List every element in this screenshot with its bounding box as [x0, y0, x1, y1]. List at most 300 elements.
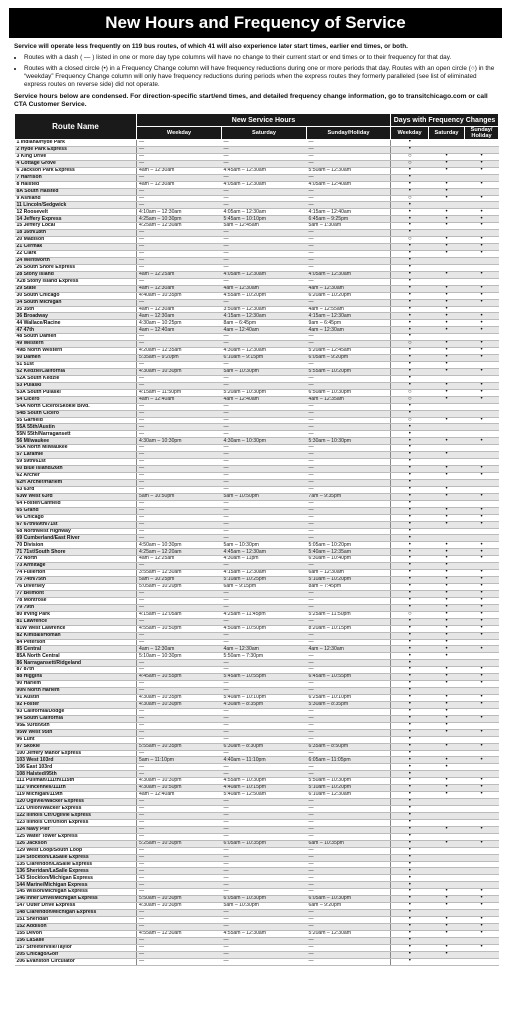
freq-weekday: • [391, 771, 429, 778]
weekday-hours: — [137, 667, 222, 674]
freq-weekday: • [391, 688, 429, 695]
sunday-hours: — [307, 917, 391, 924]
route-name: 26 South Shore Express [15, 264, 137, 271]
freq-sunday [465, 459, 499, 466]
freq-saturday [429, 937, 465, 944]
route-name: 8A South Halsted [15, 188, 137, 195]
route-name: 2 Hyde Park Express [15, 146, 137, 153]
saturday-hours: 6:10am – 9:15pm [222, 355, 307, 362]
freq-sunday [465, 806, 499, 813]
table-row [15, 889, 499, 896]
saturday-hours: — [222, 604, 307, 611]
weekday-hours: 4:25am – 12:30am [137, 223, 222, 230]
freq-saturday: • [429, 417, 465, 424]
freq-weekday: • [391, 528, 429, 535]
freq-sunday: • [465, 181, 499, 188]
freq-sunday: • [465, 542, 499, 549]
freq-saturday: • [429, 521, 465, 528]
freq-saturday: • [429, 840, 465, 847]
saturday-hours: — [222, 764, 307, 771]
freq-weekday: • [391, 812, 429, 819]
weekday-hours: — [137, 299, 222, 306]
sunday-hours: 4:15am – 12:40am [307, 209, 391, 216]
freq-weekday: • [391, 701, 429, 708]
saturday-hours: 4:55am – 10:30pm [222, 778, 307, 785]
freq-weekday: • [391, 778, 429, 785]
table-row [15, 882, 499, 889]
saturday-hours: 4:15am – 12:30am [222, 313, 307, 320]
freq-sunday: • [465, 785, 499, 792]
sunday-hours: — [307, 861, 391, 868]
freq-weekday: • [391, 285, 429, 292]
freq-saturday: • [429, 188, 465, 195]
weekday-hours: 4:20am – 12:35am [137, 348, 222, 355]
sunday-hours: — [307, 486, 391, 493]
weekday-hours: — [137, 521, 222, 528]
sunday-hours: — [307, 604, 391, 611]
saturday-hours: — [222, 944, 307, 951]
table-row [15, 646, 499, 653]
sunday-hours: 6:05am – 11:05pm [307, 757, 391, 764]
sunday-hours: — [307, 833, 391, 840]
weekday-hours: — [137, 230, 222, 237]
table-row [15, 577, 499, 584]
freq-sunday: • [465, 757, 499, 764]
weekday-hours: — [137, 473, 222, 480]
weekday-hours: — [137, 507, 222, 514]
freq-saturday: • [429, 715, 465, 722]
table-row [15, 708, 499, 715]
weekday-hours: 5:55am – 10:35pm [137, 743, 222, 750]
table-row [15, 514, 499, 521]
weekday-hours: 4:40am – 10:35pm [137, 292, 222, 299]
freq-weekday: • [391, 910, 429, 917]
sunday-hours: 6:05am – 9:20pm [307, 355, 391, 362]
freq-sunday: • [465, 584, 499, 591]
header-route-name: Route Name [15, 114, 137, 140]
freq-saturday: • [429, 743, 465, 750]
saturday-hours: 5:45am – 10:55pm [222, 674, 307, 681]
saturday-hours: — [222, 507, 307, 514]
sunday-hours: — [307, 445, 391, 452]
freq-saturday: • [429, 209, 465, 216]
table-row [15, 681, 499, 688]
freq-saturday: • [429, 708, 465, 715]
freq-weekday: • [391, 854, 429, 861]
table-row [15, 618, 499, 625]
saturday-hours: — [222, 806, 307, 813]
sunday-hours: — [307, 854, 391, 861]
saturday-hours: 4:15am – 12:30am [222, 570, 307, 577]
freq-sunday: • [465, 466, 499, 473]
saturday-hours: 6am – 9:15pm [222, 584, 307, 591]
freq-weekday: • [391, 750, 429, 757]
freq-weekday: • [391, 223, 429, 230]
table-row [15, 563, 499, 570]
table-row [15, 396, 499, 403]
route-name: 156 LaSalle [15, 937, 137, 944]
table-row [15, 257, 499, 264]
saturday-hours: 8am – 6:45pm [222, 320, 307, 327]
route-name: 134 Stockton/LaSalle Express [15, 854, 137, 861]
freq-sunday [465, 431, 499, 438]
freq-sunday: • [465, 417, 499, 424]
sunday-hours: — [307, 466, 391, 473]
sunday-hours: 9am – 6:45pm [307, 320, 391, 327]
saturday-hours: — [222, 445, 307, 452]
freq-sunday: • [465, 313, 499, 320]
freq-sunday: • [465, 674, 499, 681]
sunday-hours: — [307, 563, 391, 570]
sunday-hours: 7am – 9:35pm [307, 493, 391, 500]
table-row [15, 209, 499, 216]
saturday-hours: — [222, 382, 307, 389]
sunday-hours: 4am – 12:30am [307, 327, 391, 334]
weekday-hours: — [137, 937, 222, 944]
table-row [15, 285, 499, 292]
route-name: 205 Chicago/Golf [15, 951, 137, 958]
route-name: 106 East 103rd [15, 764, 137, 771]
freq-weekday: • [391, 785, 429, 792]
sunday-hours: — [307, 750, 391, 757]
freq-sunday: • [465, 632, 499, 639]
saturday-hours: — [222, 597, 307, 604]
freq-weekday: • [391, 722, 429, 729]
sunday-hours: — [307, 278, 391, 285]
sunday-hours: 5:05am – 10:20pm [307, 542, 391, 549]
freq-saturday: • [429, 826, 465, 833]
saturday-hours: — [222, 750, 307, 757]
freq-weekday: • [391, 764, 429, 771]
table-row [15, 590, 499, 597]
route-name: 21 Cermak [15, 244, 137, 251]
table-row [15, 181, 499, 188]
saturday-hours: — [222, 473, 307, 480]
table-row [15, 660, 499, 667]
freq-saturday: • [429, 271, 465, 278]
sunday-hours: — [307, 514, 391, 521]
sunday-hours: 6:05am – 10:30pm [307, 896, 391, 903]
table-row [15, 486, 499, 493]
sunday-hours: — [307, 375, 391, 382]
freq-saturday: • [429, 438, 465, 445]
freq-saturday: • [429, 611, 465, 618]
freq-weekday: ○ [391, 389, 429, 396]
route-name: 28 Stony Island [15, 271, 137, 278]
freq-sunday [465, 875, 499, 882]
sunday-hours: — [307, 799, 391, 806]
freq-saturday [429, 431, 465, 438]
freq-weekday: • [391, 743, 429, 750]
freq-saturday [429, 771, 465, 778]
freq-saturday [429, 230, 465, 237]
table-row [15, 535, 499, 542]
freq-saturday: • [429, 452, 465, 459]
freq-weekday: • [391, 209, 429, 216]
table-row [15, 923, 499, 930]
route-name: 124 Navy Pier [15, 826, 137, 833]
weekday-hours: — [137, 237, 222, 244]
route-name: 11 Lincoln/Sedgwick [15, 202, 137, 209]
sunday-hours: — [307, 417, 391, 424]
freq-weekday: • [391, 826, 429, 833]
freq-saturday: • [429, 299, 465, 306]
sunday-hours: — [307, 153, 391, 160]
weekday-hours: 4am – 12:30am [137, 313, 222, 320]
freq-sunday: • [465, 285, 499, 292]
table-row [15, 479, 499, 486]
table-row [15, 251, 499, 258]
table-row [15, 896, 499, 903]
freq-weekday: • [391, 903, 429, 910]
route-name: 56 Milwaukee [15, 438, 137, 445]
saturday-hours: — [222, 264, 307, 271]
table-row [15, 348, 499, 355]
freq-weekday: • [391, 944, 429, 951]
table-row [15, 195, 499, 202]
weekday-hours: — [137, 604, 222, 611]
route-name: 50 Damen [15, 355, 137, 362]
freq-saturday: • [429, 514, 465, 521]
saturday-hours: — [222, 202, 307, 209]
sunday-hours: — [307, 257, 391, 264]
route-name: 84 Peterson [15, 639, 137, 646]
freq-sunday: • [465, 577, 499, 584]
saturday-hours: — [222, 875, 307, 882]
route-name: 80 Irving Park [15, 611, 137, 618]
freq-sunday [465, 653, 499, 660]
saturday-hours: — [222, 910, 307, 917]
freq-sunday: • [465, 320, 499, 327]
freq-sunday [465, 819, 499, 826]
route-name: 120 Ogilvie/Wacker Express [15, 799, 137, 806]
freq-saturday [429, 146, 465, 153]
weekday-hours: — [137, 563, 222, 570]
freq-sunday: • [465, 216, 499, 223]
route-name: 55N 55th/Narragansett [15, 431, 137, 438]
route-name: 57 Laramie [15, 452, 137, 459]
sunday-hours: — [307, 667, 391, 674]
freq-saturday [429, 847, 465, 854]
sunday-hours: — [307, 299, 391, 306]
freq-saturday: • [429, 396, 465, 403]
freq-sunday [465, 937, 499, 944]
freq-sunday: • [465, 556, 499, 563]
sunday-hours: — [307, 334, 391, 341]
sunday-hours: — [307, 146, 391, 153]
saturday-hours: 6:30am – 8:30pm [222, 743, 307, 750]
sunday-hours: 6:45am – 9:25pm [307, 216, 391, 223]
freq-weekday: • [391, 278, 429, 285]
sunday-hours: — [307, 806, 391, 813]
saturday-hours: — [222, 431, 307, 438]
freq-sunday [465, 188, 499, 195]
freq-saturday [429, 140, 465, 147]
weekday-hours: — [137, 486, 222, 493]
table-row [15, 806, 499, 813]
route-name: 123 Illinois Ctr/Union Express [15, 819, 137, 826]
saturday-hours: — [222, 681, 307, 688]
route-name: 97 Skokie [15, 743, 137, 750]
freq-saturday: • [429, 597, 465, 604]
saturday-hours: — [222, 660, 307, 667]
freq-saturday: • [429, 473, 465, 480]
route-name: 91 Austin [15, 695, 137, 702]
route-name: 49 Western [15, 341, 137, 348]
saturday-hours: — [222, 500, 307, 507]
route-name: 90N North Harlem [15, 688, 137, 695]
route-name: 95W West 95th [15, 729, 137, 736]
weekday-hours: — [137, 681, 222, 688]
saturday-hours: 4:40am – 10:15pm [222, 785, 307, 792]
route-name: 54B South Cicero [15, 410, 137, 417]
sunday-hours: 6:30am – 10:40pm [307, 556, 391, 563]
saturday-hours: — [222, 715, 307, 722]
freq-weekday: • [391, 167, 429, 174]
sunday-hours: — [307, 812, 391, 819]
freq-saturday: • [429, 590, 465, 597]
table-row [15, 861, 499, 868]
weekday-hours: — [137, 917, 222, 924]
route-name: 8 Halsted [15, 181, 137, 188]
table-row [15, 500, 499, 507]
saturday-hours: — [222, 410, 307, 417]
freq-saturday: • [429, 389, 465, 396]
freq-saturday: • [429, 556, 465, 563]
freq-saturday [429, 334, 465, 341]
freq-weekday: • [391, 847, 429, 854]
freq-saturday: • [429, 486, 465, 493]
route-name: 135 Clarendon/LaSalle Express [15, 861, 137, 868]
weekday-hours: — [137, 514, 222, 521]
freq-saturday: • [429, 466, 465, 473]
weekday-hours: — [137, 958, 222, 965]
route-name: 95E 93rd/95th [15, 722, 137, 729]
table-row [15, 840, 499, 847]
freq-weekday: • [391, 410, 429, 417]
table-row [15, 653, 499, 660]
freq-saturday: • [429, 355, 465, 362]
freq-sunday: • [465, 299, 499, 306]
freq-saturday: • [429, 167, 465, 174]
freq-sunday [465, 812, 499, 819]
freq-sunday: • [465, 590, 499, 597]
freq-sunday [465, 708, 499, 715]
saturday-hours: — [222, 362, 307, 369]
route-name: 64 Foster/Canfield [15, 500, 137, 507]
route-name: 55A 55th/Austin [15, 424, 137, 431]
saturday-hours: — [222, 375, 307, 382]
table-row [15, 597, 499, 604]
sunday-hours: — [307, 937, 391, 944]
freq-sunday: • [465, 681, 499, 688]
table-row [15, 153, 499, 160]
saturday-hours: — [222, 257, 307, 264]
sunday-hours: — [307, 382, 391, 389]
freq-saturday: • [429, 216, 465, 223]
weekday-hours: — [137, 160, 222, 167]
saturday-hours: 4:30am – 8:35pm [222, 701, 307, 708]
route-name: 81 Lawrence [15, 618, 137, 625]
freq-saturday: • [429, 570, 465, 577]
freq-saturday: • [429, 313, 465, 320]
weekday-hours: — [137, 771, 222, 778]
freq-sunday: • [465, 341, 499, 348]
saturday-hours: 4:05am – 12:30am [222, 181, 307, 188]
saturday-hours: — [222, 833, 307, 840]
freq-sunday [465, 140, 499, 147]
freq-weekday: • [391, 181, 429, 188]
sunday-hours: 5:10am – 10:20pm [307, 577, 391, 584]
freq-sunday [465, 750, 499, 757]
route-name: 9 Ashland [15, 195, 137, 202]
saturday-hours: — [222, 722, 307, 729]
table-row [15, 188, 499, 195]
table-row [15, 313, 499, 320]
freq-weekday: ○ [391, 153, 429, 160]
freq-sunday [465, 230, 499, 237]
freq-saturday: • [429, 320, 465, 327]
freq-weekday: • [391, 438, 429, 445]
table-row [15, 438, 499, 445]
table-row [15, 556, 499, 563]
sunday-hours: — [307, 500, 391, 507]
table-row [15, 632, 499, 639]
route-name: 121 Union/Wacker Express [15, 806, 137, 813]
freq-sunday [465, 362, 499, 369]
saturday-hours: — [222, 195, 307, 202]
route-name: 52 Kedzie/California [15, 368, 137, 375]
sunday-hours: 6:50am – 10:30pm [307, 389, 391, 396]
table-row [15, 639, 499, 646]
route-name: 100 Jeffery Manor Express [15, 750, 137, 757]
freq-saturday: • [429, 341, 465, 348]
table-row [15, 528, 499, 535]
weekday-hours: 4am – 12:25am [137, 271, 222, 278]
route-name: 35 35th [15, 306, 137, 313]
saturday-hours: 5:10am – 10:25pm [222, 577, 307, 584]
freq-weekday: • [391, 708, 429, 715]
weekday-hours: — [137, 597, 222, 604]
table-row [15, 812, 499, 819]
header-freq-weekday: Weekday [391, 127, 429, 140]
intro-bullet-circle: • Routes with a closed circle (•) in a Frequency Change column will have frequency reductions during one or more periods that day. Routes with an open circle (○) in the “weekday” Frequency Change column will only have frequency reductions during periods when the express routes they formerly paralleled (see list of eliminated express routes on reverse side) did not operate. [24, 65, 497, 89]
freq-weekday: • [391, 355, 429, 362]
schedule-rows [15, 140, 499, 966]
freq-weekday: • [391, 507, 429, 514]
freq-sunday [465, 528, 499, 535]
freq-saturday: • [429, 896, 465, 903]
freq-weekday: ○ [391, 611, 429, 618]
saturday-hours: — [222, 889, 307, 896]
table-row [15, 355, 499, 362]
freq-sunday: • [465, 778, 499, 785]
weekday-hours: 4:15am – 12:05am [137, 611, 222, 618]
freq-sunday: • [465, 729, 499, 736]
freq-saturday: • [429, 785, 465, 792]
route-name: 77 Belmont [15, 590, 137, 597]
table-row [15, 688, 499, 695]
weekday-hours: — [137, 403, 222, 410]
table-row [15, 674, 499, 681]
route-name: 59 59th/61st [15, 459, 137, 466]
route-name: 79 79th [15, 604, 137, 611]
saturday-hours: — [222, 244, 307, 251]
weekday-hours: — [137, 459, 222, 466]
weekday-hours: 4am – 12:40am [137, 327, 222, 334]
sunday-hours: — [307, 708, 391, 715]
weekday-hours: 4:30am – 10:30pm [137, 701, 222, 708]
